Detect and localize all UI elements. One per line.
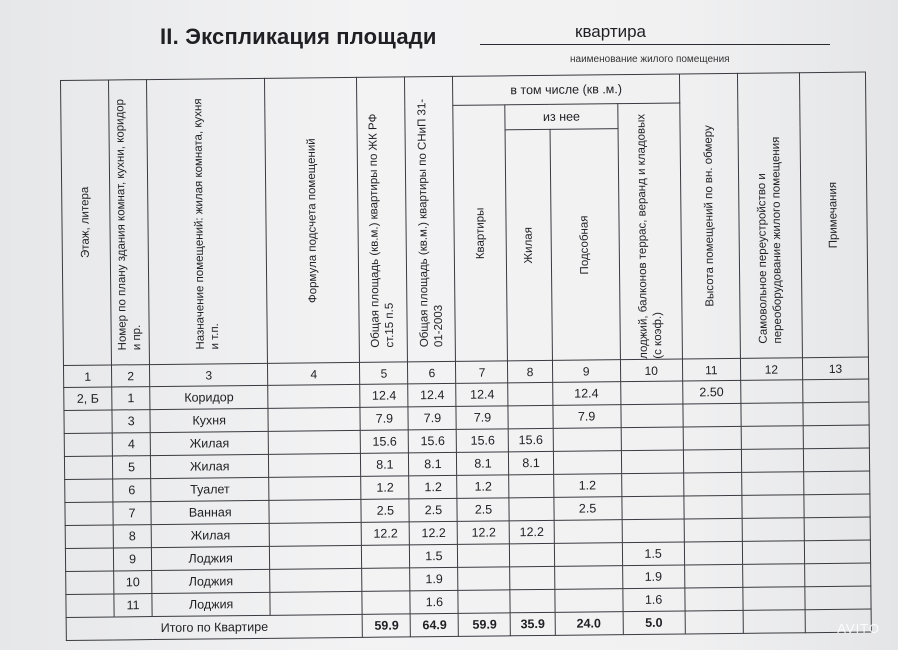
cell-room-no: 8 [113,525,151,548]
header-purpose-text: Назначение помещений: жилая комната, кухня и т.п. [192,97,222,350]
cell-living [510,566,554,589]
header-height [679,73,740,359]
cell-apt [458,544,510,568]
column-number: 4 [268,362,360,385]
cell-name: Жилая [150,431,268,455]
header-living-text: Жилая [522,226,535,264]
cell-area-zhk [362,568,410,592]
cell-room-no: 9 [113,548,151,571]
cell-notes [803,402,869,426]
cell-notes [804,494,870,518]
header-row-1 [61,72,866,109]
cell-height [683,403,741,427]
cell-unauth [741,426,803,450]
header-apt [453,105,508,362]
cell-area-zhk: 2.5 [361,499,409,523]
column-number: 9 [552,360,620,383]
cell-aux [554,520,622,544]
cell-area-snip: 12.2 [410,521,458,545]
total-aux: 24.0 [555,612,623,636]
cell-loggia: 1.5 [622,542,684,566]
column-number: 3 [150,363,268,386]
table-body [64,379,871,617]
header-height-text: Высота помещений по вн. обмеру [702,125,717,307]
header-notes-text: Примечания [827,181,841,249]
cell-area-snip: 8.1 [409,452,457,476]
cell-area-snip: 15.6 [409,429,457,453]
cell-notes [804,517,870,541]
column-number: 7 [456,361,508,384]
document-title: II. Экспликация площади [160,24,437,49]
total-unauth [743,610,805,634]
explication-table [60,72,872,641]
total-loggia: 5.0 [623,611,685,635]
cell-loggia: 1.9 [622,565,684,589]
cell-height [683,426,741,450]
cell-name: Кухня [150,408,268,432]
cell-floor [65,525,113,549]
cell-aux: 7.9 [552,405,620,429]
cell-name: Жилая [151,454,269,478]
column-number: 11 [682,358,740,381]
column-number: 13 [802,357,868,380]
cell-formula [270,591,362,615]
cell-area-zhk: 15.6 [361,430,409,454]
cell-living [508,382,552,405]
total-apt: 59.9 [459,613,511,637]
cell-height: 2.50 [682,380,740,404]
cell-height [683,449,741,473]
cell-aux [554,543,622,567]
cell-name: Лоджия [152,592,270,616]
cell-living: 8.1 [509,451,553,474]
column-number: 10 [620,359,682,382]
cell-loggia [621,404,683,428]
cell-room-no: 7 [113,502,151,525]
header-room-no-text: Номер по плану здания комнат, кухни, коридор и пр. [114,98,144,350]
cell-aux [554,566,622,590]
cell-notes [803,425,869,449]
column-number: 2 [112,365,150,387]
watermark: AVITO [837,621,880,636]
cell-formula [269,499,361,523]
cell-area-snip: 12.4 [408,383,456,407]
header-loggia-text: лоджий, балконов террас, веранд и кладовых (с коэф.) [635,113,665,359]
cell-floor [66,571,114,595]
cell-formula [268,407,360,431]
cell-area-zhk [362,591,410,615]
cell-notes [803,471,869,495]
header-floor-text: Этаж, литера [79,187,93,259]
cell-floor [64,433,112,457]
cell-height [683,472,741,496]
cell-area-zhk: 12.2 [361,522,409,546]
cell-loggia [622,496,684,520]
cell-height [684,518,742,542]
cell-loggia [621,473,683,497]
cell-notes [805,586,871,610]
cell-area-snip: 1.5 [410,544,458,568]
cell-aux: 1.2 [553,474,621,498]
apartment-type-underline [480,44,830,45]
cell-floor: 2, Б [64,387,112,411]
header-living [506,129,552,360]
header-formula [265,77,360,363]
cell-notes [804,540,870,564]
total-area-snip: 64.9 [410,613,458,637]
cell-name: Лоджия [151,546,269,570]
cell-room-no: 4 [112,433,150,456]
cell-name: Ванная [151,500,269,524]
cell-living [509,497,553,520]
apartment-caption: наименование жилого помещения [570,54,730,65]
cell-unauth [742,495,804,519]
column-number: 6 [408,361,456,384]
cell-area-snip: 1.2 [409,475,457,499]
cell-height [685,587,743,611]
cell-room-no: 11 [114,594,152,617]
cell-floor [64,410,112,434]
cell-living: 12.2 [510,520,554,543]
header-of-which: из нее [505,104,617,130]
cell-apt: 7.9 [456,406,508,430]
cell-height [684,564,742,588]
header-aux-text: Подсобная [578,214,591,275]
cell-unauth [741,449,803,473]
cell-apt: 1.2 [457,475,509,499]
cell-apt: 12.2 [458,521,510,545]
cell-floor [64,456,112,480]
cell-aux [553,428,621,452]
cell-name: Туалет [151,477,269,501]
cell-formula [269,453,361,477]
cell-formula [269,476,361,500]
header-area-snip-text: Общая площадь (кв.м.) квартиры по СНиП 31-01-2003 [415,98,445,347]
cell-living [510,543,554,566]
apartment-type: квартира [575,22,647,41]
cell-unauth [742,564,804,588]
cell-floor [65,548,113,572]
cell-floor [66,594,114,618]
header-room-no [109,80,150,365]
header-floor [61,80,112,365]
header-apt-text: Квартиры [474,207,487,259]
cell-room-no: 3 [112,410,150,433]
cell-height [684,495,742,519]
cell-name: Лоджия [152,569,270,593]
cell-formula [268,430,360,454]
cell-area-zhk: 8.1 [361,453,409,477]
cell-aux [554,589,622,613]
column-number: 1 [63,365,111,388]
cell-loggia: 1.6 [622,588,684,612]
cell-notes [802,379,868,403]
cell-notes [804,563,870,587]
cell-loggia [620,381,682,405]
cell-floor [65,479,113,503]
cell-formula [270,545,362,569]
total-area-zhk: 59.9 [362,614,410,638]
cell-formula [269,522,361,546]
cell-aux: 2.5 [553,497,621,521]
cell-name: Коридор [150,385,268,409]
cell-room-no: 5 [112,456,150,479]
cell-area-snip: 1.9 [410,567,458,591]
cell-apt: 8.1 [457,452,509,476]
cell-apt [458,590,510,614]
cell-loggia [622,519,684,543]
cell-loggia [621,427,683,451]
cell-area-snip: 2.5 [409,498,457,522]
header-purpose [147,78,268,364]
column-number: 8 [508,360,552,382]
cell-unauth [741,403,803,427]
cell-height [684,541,742,565]
cell-living: 15.6 [509,428,553,451]
cell-floor [65,502,113,526]
header-area-zhk-text: Общая площадь (кв.м.) квартиры по ЖК РФ ст.15 п.5 [367,113,397,348]
column-number: 12 [740,358,802,381]
header-notes [799,72,868,358]
cell-apt: 2.5 [457,498,509,522]
cell-area-zhk: 12.4 [360,384,408,408]
cell-unauth [743,587,805,611]
cell-living [510,589,554,612]
cell-unauth [742,541,804,565]
cell-aux [553,451,621,475]
cell-apt [458,567,510,591]
cell-area-zhk [362,545,410,569]
header-formula-text: Формула подсчета помещений [305,137,319,303]
cell-unauth [742,518,804,542]
cell-area-zhk: 7.9 [360,407,408,431]
total-label: Итого по Квартире [66,614,363,640]
cell-apt: 12.4 [456,383,508,407]
header-incl: в том числе (кв .м.) [453,74,680,105]
cell-room-no: 1 [112,387,150,410]
cell-unauth [740,380,802,404]
cell-unauth [741,472,803,496]
total-living: 35.9 [511,612,555,635]
header-unauth [737,73,802,359]
header-aux [550,129,620,361]
header-loggia [617,103,682,360]
header-unauth-text: Самовольное переустройство и переоборудование жилого помещения [755,136,785,344]
cell-formula [270,568,362,592]
cell-notes [803,448,869,472]
cell-living [509,474,553,497]
cell-name: Жилая [151,523,269,547]
header-area-zhk [357,77,408,362]
cell-aux: 12.4 [552,382,620,406]
cell-room-no: 10 [114,571,152,594]
cell-area-snip: 1.6 [410,590,458,614]
header-area-snip [405,76,456,361]
cell-living [508,405,552,428]
cell-area-zhk: 1.2 [361,476,409,500]
cell-apt: 15.6 [457,429,509,453]
column-number: 5 [360,362,408,385]
cell-formula [268,384,360,408]
cell-room-no: 6 [113,479,151,502]
cell-loggia [621,450,683,474]
total-height [685,610,743,634]
cell-area-snip: 7.9 [408,406,456,430]
